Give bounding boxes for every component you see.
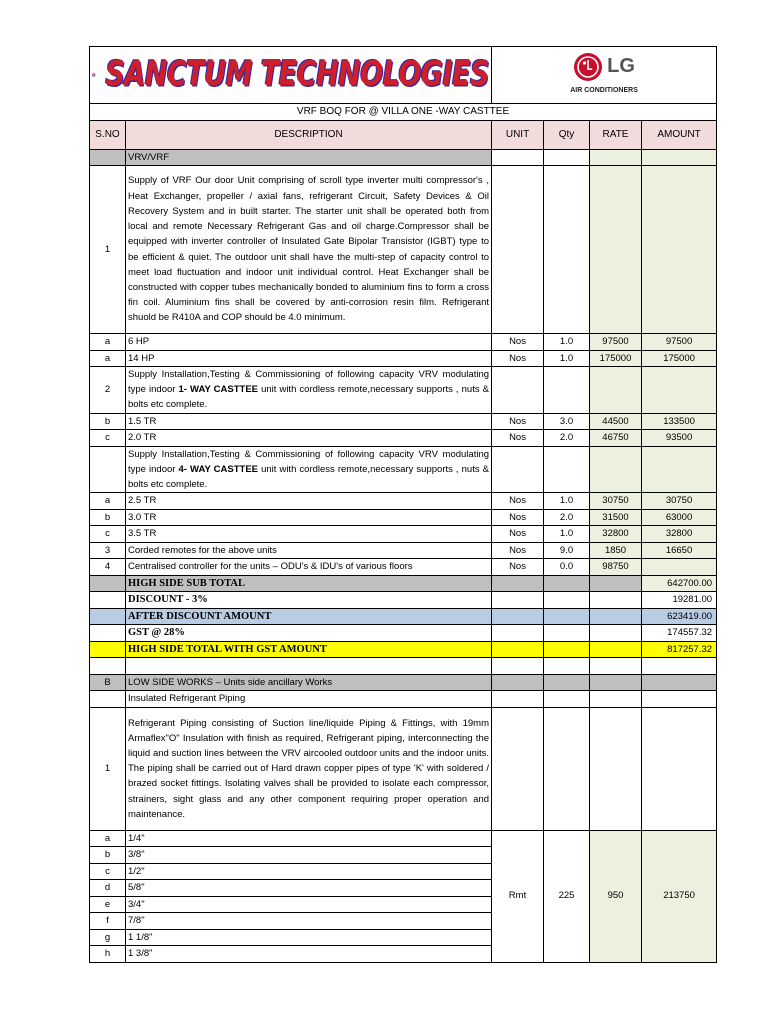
grand-total-row: [90, 641, 717, 658]
company-name: SANCTUM TECHNOLOGIES: [105, 55, 490, 95]
table-row: c 1/2": [90, 863, 717, 880]
brand-name: LG: [607, 55, 635, 77]
col-unit: UNIT: [492, 120, 544, 149]
boq-table: [89, 46, 717, 963]
item-2b-description: Supply Installation,Testing & Commissioning of following capacity VRV modulating type indoor 4- WAY CASTTEE unit with cordless remote,necessary supports , nuts & bolts etc complete.: [126, 446, 492, 493]
spacer-row: [90, 658, 717, 675]
grand-total-value: 817257.32: [642, 641, 717, 658]
piping-qty: 225: [544, 830, 590, 962]
lg-logo-cell: [492, 47, 717, 104]
subtotal-value: 642700.00: [642, 575, 717, 592]
table-row: a 14 HP Nos 1.0 175000 175000: [90, 350, 717, 367]
section-b-title: LOW SIDE WORKS – Units side ancillary Works: [126, 674, 492, 691]
brand-subtitle: AIR CONDITIONERS: [570, 86, 638, 94]
grand-total-label: HIGH SIDE TOTAL WITH GST AMOUNT: [126, 641, 492, 658]
item-2-sno: 2: [90, 367, 126, 414]
section-b-row: [90, 674, 717, 691]
table-row: b 3/8": [90, 847, 717, 864]
subtotal-row: [90, 575, 717, 592]
section-a-title: VRV/VRF: [126, 149, 492, 166]
item-1-description: Supply of VRF Our door Unit comprising of scroll type inverter multi compressor's , Heat Exchanger, propeller / axial fans, refrigerant Circuit, Safety Devices & Oil Recovery System and in built starter. The starter unit shall be operated both from local and remote Necessary Refrigerant Gas and oil charge.Compressor shall be equipped with inverter controller of Insulated Gate Bipolar Transistor (IGBT) type to be efficient & quiet. The outdoor unit shall have the multi-step of capacity control to meet load fluctuation and indoor unit individual control. Heat Exchanger shall be constructed with copper tubes mechanically bonded to aluminium fins to form a cross fin coil. Aluminium fins shall be covered by anti-corrosion resin film. Refrigerant shuold be R410A and COP should be 4.0 minimum.: [126, 166, 492, 334]
gst-row: [90, 625, 717, 642]
table-row: h 1 3/8": [90, 946, 717, 963]
col-sno: S.NO: [90, 120, 126, 149]
table-row: f 7/8": [90, 913, 717, 930]
table-row: g 1 1/8": [90, 929, 717, 946]
table-row: a 1/4" Rmt 225 950 213750: [90, 830, 717, 847]
after-discount-label: AFTER DISCOUNT AMOUNT: [126, 608, 492, 625]
table-row: a 2.5 TR Nos 1.0 30750 30750: [90, 493, 717, 510]
item-b1-description: Refrigerant Piping consisting of Suction line/liquide Piping & Fittings, with 19mm Armaflex"O" Insulation with finish as required, Refrigerant piping, interconnecting the liquid and suction lines between the VRV aircooled outdoor units and the indoor units. The piping shall be carried out of Hard drawn copper pipes of type 'K' with soldered / brazed socket fittings. Isolating valves shall be provided to isolate each compressor, strainers, sight glass and any other component requiring proper operation and maintenance.: [126, 707, 492, 830]
item-b1-row: [90, 707, 717, 830]
discount-value: 19281.00: [642, 592, 717, 609]
table-row: b 1.5 TR Nos 3.0 44500 133500: [90, 413, 717, 430]
discount-label: DISCOUNT - 3%: [126, 592, 492, 609]
logo-row: [90, 47, 717, 104]
col-rate: RATE: [590, 120, 642, 149]
after-discount-value: 623419.00: [642, 608, 717, 625]
boq-sheet: [89, 46, 716, 963]
item-b1-sno: 1: [90, 707, 126, 830]
gst-label: GST @ 28%: [126, 625, 492, 642]
section-b-subtitle: Insulated Refrigerant Piping: [126, 691, 492, 708]
table-row: c 2.0 TR Nos 2.0 46750 93500: [90, 430, 717, 447]
company-logo-cell: [90, 47, 492, 104]
gst-value: 174557.32: [642, 625, 717, 642]
table-row: c 3.5 TR Nos 1.0 32800 32800: [90, 526, 717, 543]
col-amount: AMOUNT: [642, 120, 717, 149]
item-1-sno: 1: [90, 166, 126, 334]
table-row: 3 Corded remotes for the above units Nos 9.0 1850 16650: [90, 542, 717, 559]
col-qty: Qty: [544, 120, 590, 149]
table-row: 4 Centralised controller for the units – ODU's & IDU's of various floors Nos 0.0 98750: [90, 559, 717, 576]
column-header-row: [90, 120, 717, 149]
after-discount-row: [90, 608, 717, 625]
subtotal-label: HIGH SIDE SUB TOTAL: [126, 575, 492, 592]
section-b-sub-row: [90, 691, 717, 708]
item-2-description: Supply Installation,Testing & Commissioning of following capacity VRV modulating type indoor 1- WAY CASTTEE unit with cordless remote,necessary supports , nuts & bolts etc complete.: [126, 367, 492, 414]
discount-row: [90, 592, 717, 609]
piping-amount: 213750: [642, 830, 717, 962]
company-emblem-icon: [92, 62, 96, 88]
lg-face-logo-icon: [573, 52, 603, 82]
item-2b-row: [90, 446, 717, 493]
table-row: d 5/8": [90, 880, 717, 897]
document-title: VRF BOQ FOR @ VILLA ONE -WAY CASTTEE: [90, 104, 717, 121]
item-1-row: [90, 166, 717, 334]
item-2-row: [90, 367, 717, 414]
piping-rate: 950: [590, 830, 642, 962]
table-row: a 6 HP Nos 1.0 97500 97500: [90, 334, 717, 351]
section-b-sno: B: [90, 674, 126, 691]
section-a-row: [90, 149, 717, 166]
piping-unit: Rmt: [492, 830, 544, 962]
col-description: DESCRIPTION: [126, 120, 492, 149]
table-row: e 3/4": [90, 896, 717, 913]
table-row: b 3.0 TR Nos 2.0 31500 63000: [90, 509, 717, 526]
title-row: [90, 104, 717, 121]
